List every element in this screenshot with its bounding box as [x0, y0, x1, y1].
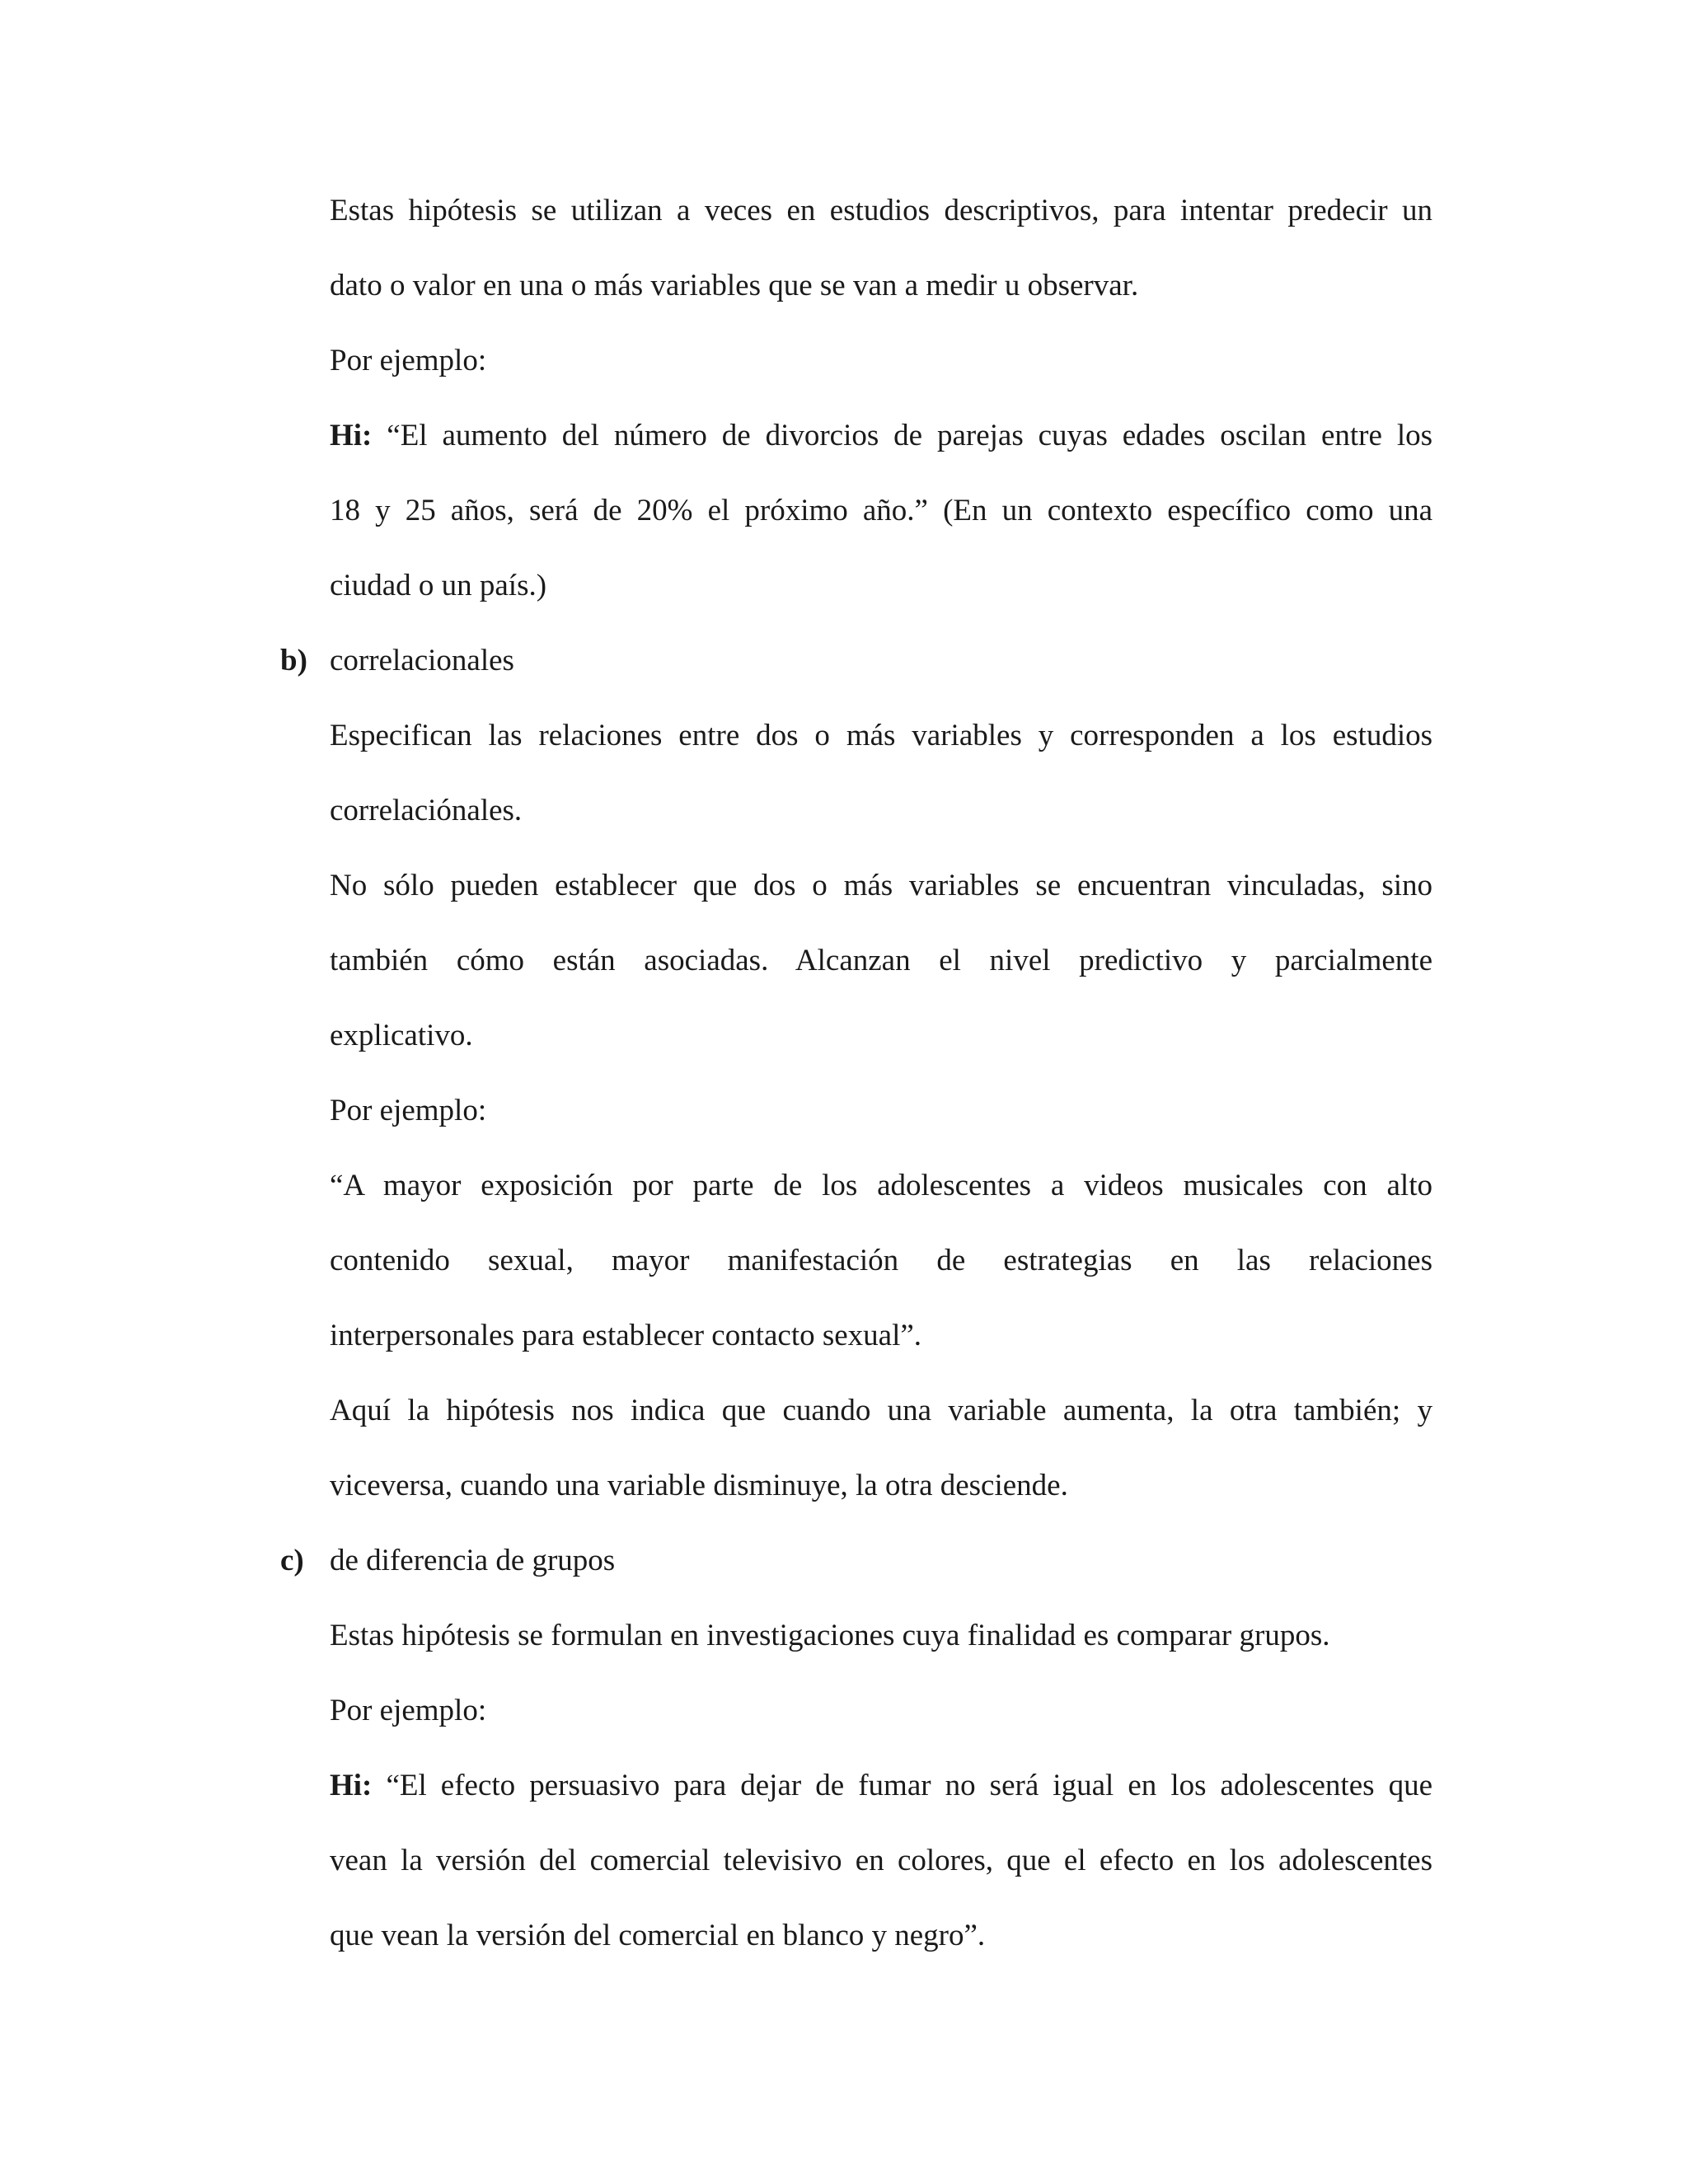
paragraph-line: Estas hipótesis se formulan en investigaciones cuya finalidad es comparar grupos. — [330, 1619, 1330, 1652]
paragraph-line: Especifican las relaciones entre dos o más variables y corresponden a los estudios — [330, 719, 1432, 752]
example-intro: Por ejemplo: — [330, 344, 487, 377]
hypothesis-text: “El efecto persuasivo para dejar de fumar no será igual en los adolescentes que — [386, 1769, 1432, 1802]
hypothesis-line: ciudad o un país.) — [330, 569, 547, 602]
paragraph-line: No sólo pueden establecer que dos o más variables se encuentran vinculadas, sino — [330, 869, 1432, 902]
example-intro: Por ejemplo: — [330, 1094, 487, 1127]
paragraph-line: correlaciónales. — [330, 794, 523, 827]
example-intro: Por ejemplo: — [330, 1694, 487, 1727]
paragraph-line: Aquí la hipótesis nos indica que cuando una variable aumenta, la otra también; y — [330, 1394, 1432, 1427]
section-label-c: c) — [280, 1544, 304, 1577]
section-title-c: de diferencia de grupos — [330, 1544, 616, 1577]
hypothesis-line: vean la versión del comercial televisivo en colores, que el efecto en los adolescentes — [330, 1844, 1432, 1877]
hypothesis-line — [330, 416, 1432, 456]
paragraph-line: Estas hipótesis se utilizan a veces en estudios descriptivos, para intentar predecir un — [330, 194, 1432, 227]
hypothesis-text: “El aumento del número de divorcios de parejas cuyas edades oscilan entre los — [387, 419, 1432, 452]
example-line: interpersonales para establecer contacto sexual”. — [330, 1319, 922, 1352]
hypothesis-line — [330, 1766, 1432, 1806]
section-title-b: correlacionales — [330, 644, 514, 677]
paragraph-line: dato o valor en una o más variables que se van a medir u observar. — [330, 269, 1139, 302]
paragraph-line: viceversa, cuando una variable disminuye, la otra desciende. — [330, 1469, 1068, 1502]
hypothesis-label: Hi: — [330, 1769, 373, 1802]
hypothesis-label: Hi: — [330, 419, 373, 452]
example-line: contenido sexual, mayor manifestación de estrategias en las relaciones — [330, 1244, 1432, 1277]
hypothesis-line: 18 y 25 años, será de 20% el próximo año.” (En un contexto específico como una — [330, 494, 1432, 527]
section-label-b: b) — [280, 644, 307, 677]
paragraph-line: también cómo están asociadas. Alcanzan el nivel predictivo y parcialmente — [330, 944, 1432, 977]
paragraph-line: explicativo. — [330, 1019, 473, 1052]
hypothesis-line: que vean la versión del comercial en blanco y negro”. — [330, 1919, 986, 1952]
example-line: “A mayor exposición por parte de los adolescentes a videos musicales con alto — [330, 1169, 1432, 1202]
